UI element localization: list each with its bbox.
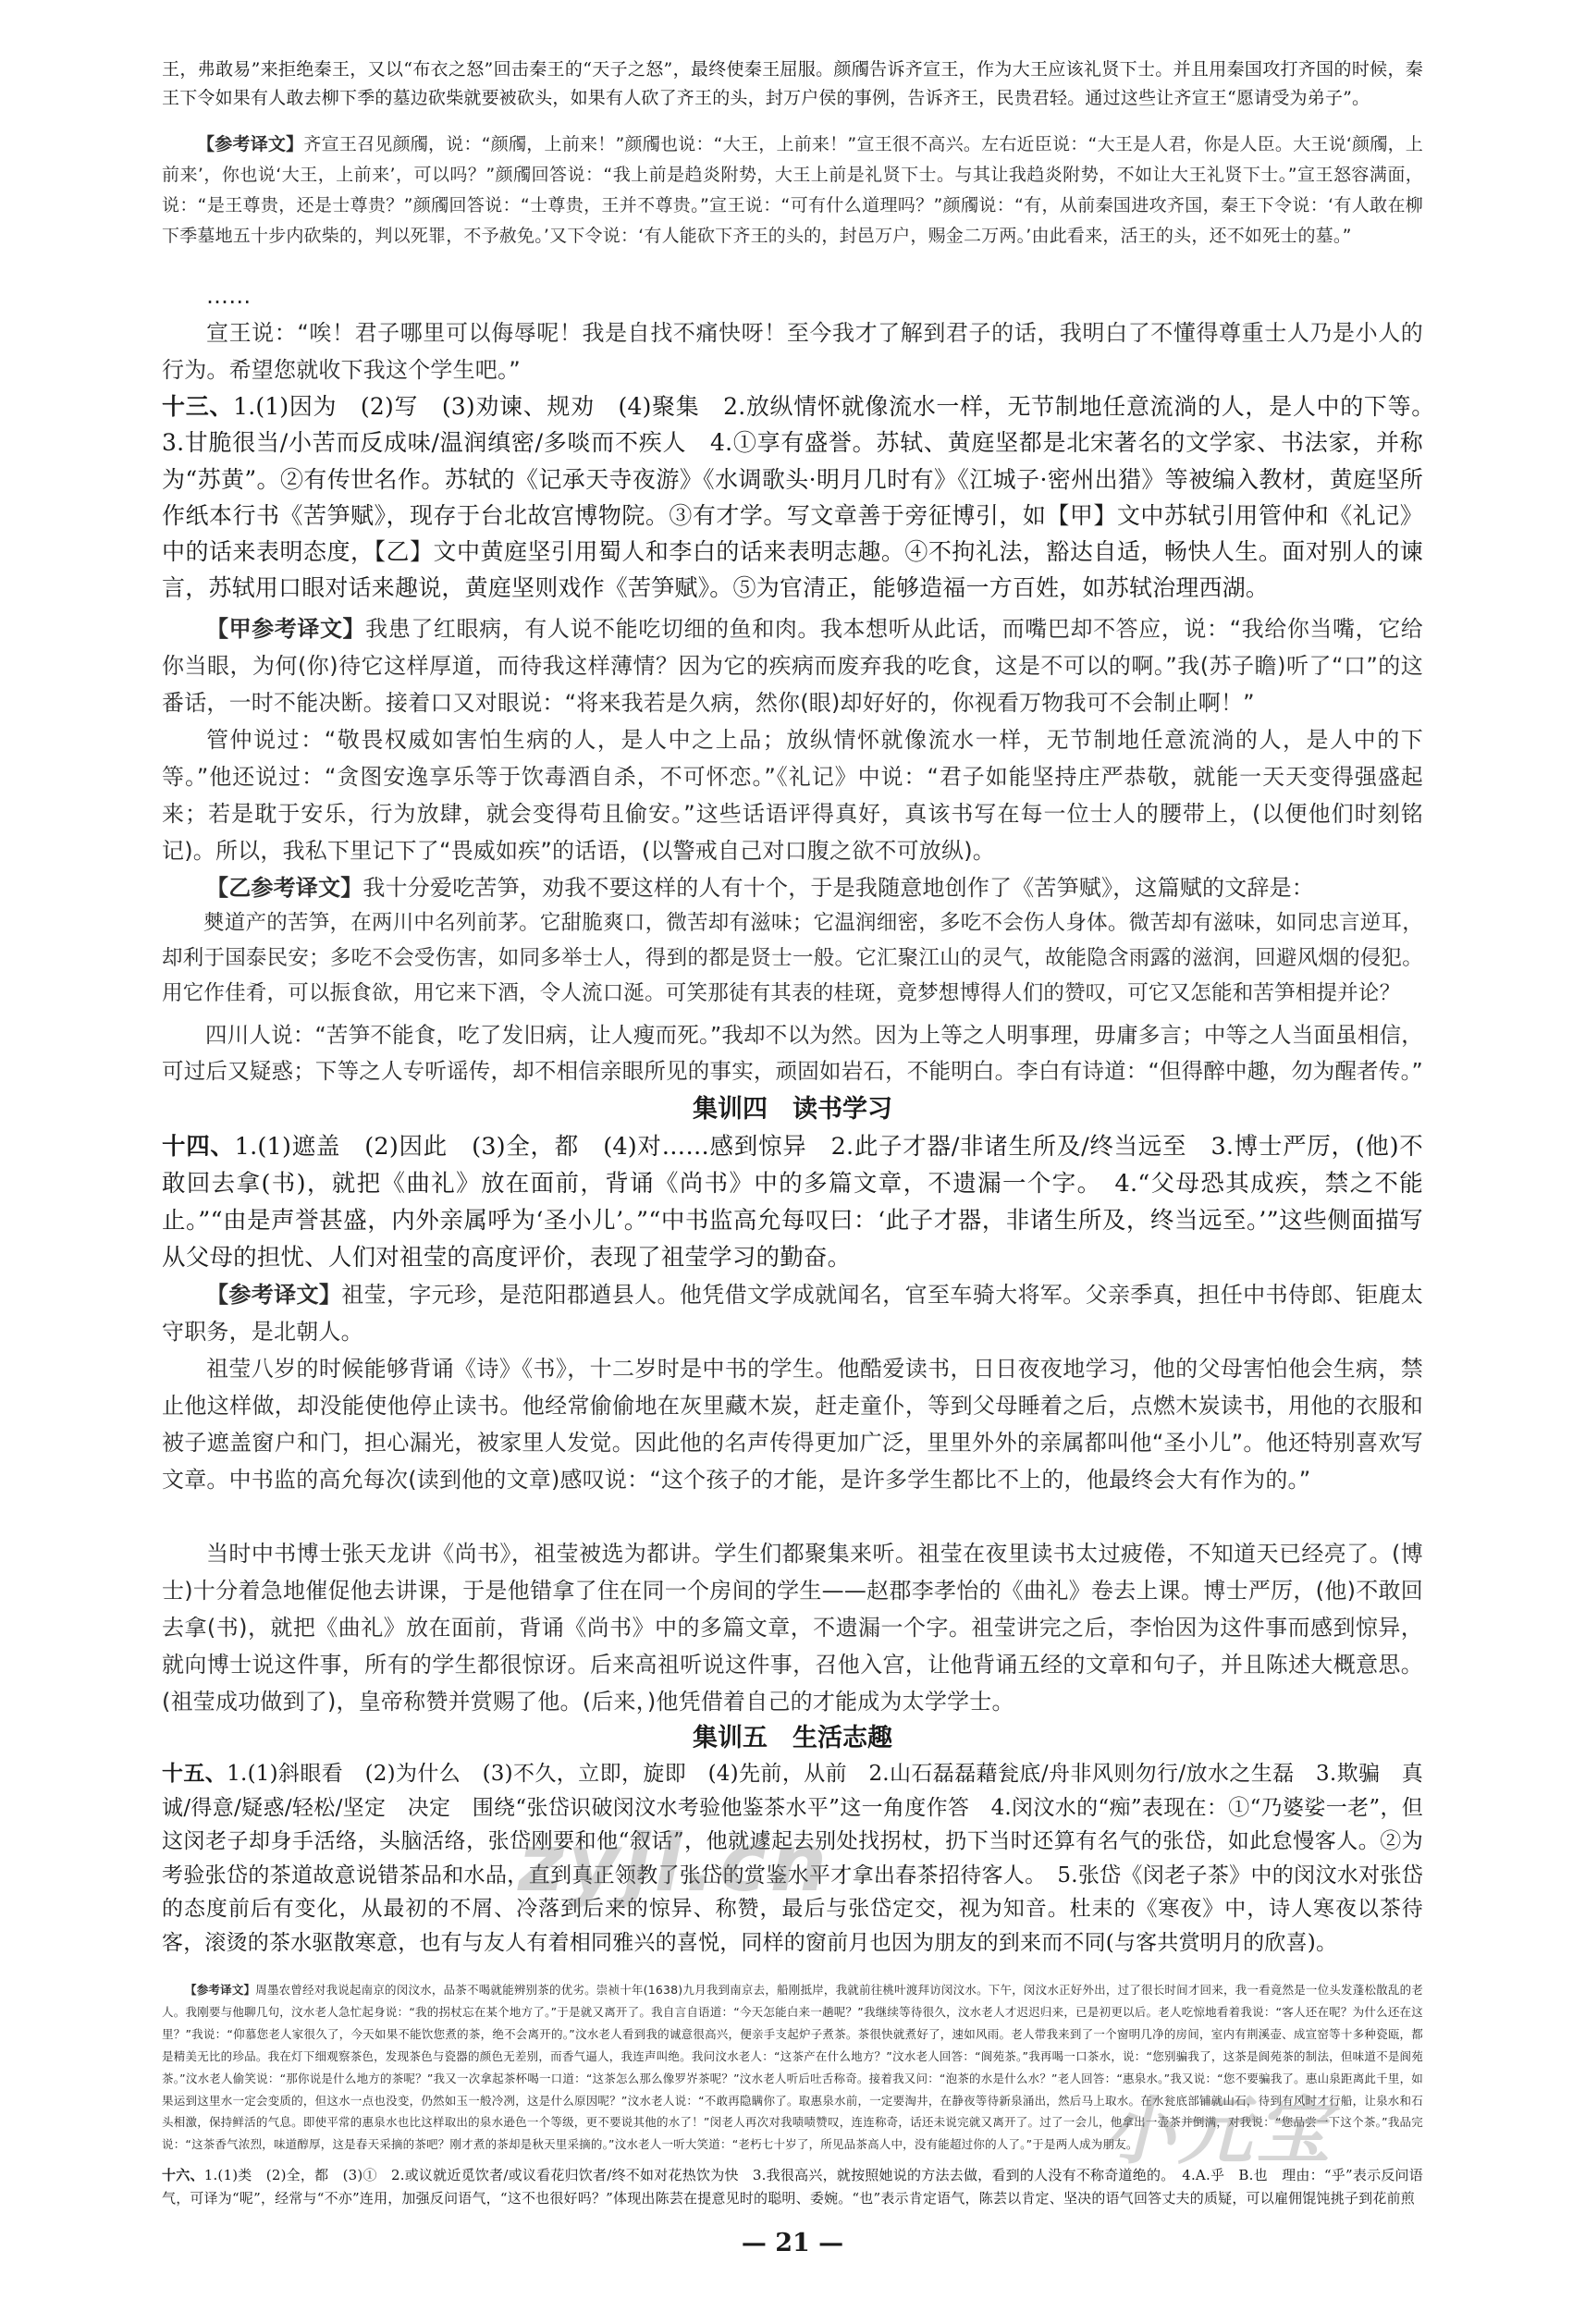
section-heading-4: 集训四 读书学习	[693, 1095, 892, 1124]
page-number: — 21 —	[741, 2229, 844, 2257]
q15-number: 十五、	[162, 1761, 227, 1786]
q16-answers: 十六、1.(1)类 (2)全，都 (3)① 2.或议就近觅饮者/或议看花归饮者/终不如对花热饮为快 3.我很高兴，就按照她说的方法去做，看到的人没有不称奇道绝的。 4.A.乎 B.也 理由：“乎”表示反问语气，可译为“呢”，经常与“不亦”连用，加强反问语气，“这不也很好吗？”体现出陈芸在提意见时的聪明、委婉。“也”表示肯定语气，陈芸以肯定、坚决的语气回答丈夫的质疑，可以雇佣馄饨挑子到花前煎	[162, 2167, 1423, 2207]
q14-answers: 十四、1.(1)遮盖 (2)因此 (3)全，都 (4)对……感到惊异 2.此子才器/非诸生所及/终当远至 3.博士严厉，(他)不敢回去拿(书)，就把《曲礼》放在面前，背诵《尚书》中的多篇文章，不遗漏一个字。 4.“父母恐其成疾，禁之不能止。”“由是声誉甚盛，内外亲属呼为‘圣小儿’。”“中书监高允每叹曰：‘此子才器，非诸生所及，终当远至。’”这些侧面描写从父母的担忧、人们对祖莹的高度评价，表现了祖莹学习的勤奋。	[162, 1133, 1423, 1272]
q13-number: 十三、	[162, 393, 234, 420]
ref15-label: 【参考译文】	[185, 1983, 256, 1997]
ref14-paragraph-1: 【参考译文】祖莹，字元珍，是范阳郡遒县人。他凭借文学成就闻名，官至车骑大将军。父亲季真，担任中书侍郎、钜鹿太守职务，是北朝人。	[162, 1282, 1423, 1345]
ref12-ellipsis: ……	[206, 283, 252, 309]
ref13b-paragraph-3: 四川人说：“苦笋不能食，吃了发旧病，让人瘦而死。”我却不以为然。因为上等之人明事理，毋庸多言；中等之人当面虽相信，可过后又疑惑；下等之人专听谣传，却不相信亲眼所见的事实，顽固如岩石，不能明白。李白有诗道：“但得醉中趣，勿为醒者传。”	[162, 1022, 1423, 1085]
watermark-2: 小元宝	[1100, 2088, 1333, 2174]
section-heading-5: 集训五 生活志趣	[693, 1724, 892, 1752]
ref14-label: 【参考译文】	[206, 1282, 342, 1308]
q16-number: 十六、	[162, 2167, 204, 2183]
ref14-paragraph-3: 当时中书博士张天龙讲《尚书》，祖莹被选为都讲。学生们都聚集来听。祖莹在夜里读书太过疲倦，不知道天已经亮了。(博士)十分着急地催促他去讲课，于是他错拿了住在同一个房间的学生——赵郡李孝怡的《曲礼》卷去上课。博士严厉，(他)不敢回去拿(书)，就把《曲礼》放在面前，背诵《尚书》中的多篇文章，不遗漏一个字。祖莹讲完之后，李怡因为这件事而感到惊异，就向博士说这件事，所有的学生都很惊讶。后来高祖听说这件事，召他入宫，让他背诵五经的文章和句子，并且陈述大概意思。(祖莹成功做到了)，皇帝称赞并赏赐了他。(后来，)他凭借着自己的才能成为太学学士。	[162, 1541, 1423, 1715]
ref12-paragraph-1: 【参考译文】齐宣王召见颜斶，说：“颜斶，上前来！”颜斶也说：“大王，上前来！”宣王很不高兴。左右近臣说：“大王是人君，你是人臣。大王说‘颜斶，上前来’，你也说‘大王，上前来’，可以吗？”颜斶回答说：“我上前是趋炎附势，大王上前是礼贤下士。与其让我趋炎附势，不如让大王礼贤下士。”宣王怒容满面，说：“是王尊贵，还是士尊贵？”颜斶回答说：“士尊贵，王并不尊贵。”宣王说：“可有什么道理吗？”颜斶说：“有，从前秦国进攻齐国，秦王下令说：‘有人敢在柳下季墓地五十步内砍柴的，判以死罪，不予赦免。’又下令说：‘有人能砍下齐王的头的，封邑万户，赐金二万两。’由此看来，活王的头，还不如死士的墓。”	[162, 134, 1423, 246]
top-paragraph: 王，弗敢易”来拒绝秦王，又以“布衣之怒”回击秦王的“天子之怒”，最终使秦王屈服。颜斶告诉齐宣王，作为大王应该礼贤下士。并且用秦国攻打齐国的时候，秦王下令如果有人敢去柳下季的墓边砍柴就要被砍头，如果有人砍了齐王的头，封万户侯的事例，告诉齐王，民贵君轻。通过这些让齐宣王“愿请受为弟子”。	[162, 59, 1423, 108]
ref13a-label: 【甲参考译文】	[206, 616, 366, 642]
ref13b-paragraph-2: 僰道产的苦笋，在两川中名列前茅。它甜脆爽口，微苦却有滋味；它温润细密，多吃不会伤人身体。微苦却有滋味，如同忠言逆耳，却利于国泰民安；多吃不会受伤害，如同多举士人，得到的都是贤士一般。它汇聚江山的灵气，故能隐含雨露的滋润，回避风烟的侵犯。用它作佳肴，可以振食欲，用它来下酒，令人流口涎。可笑那徒有其表的桂斑，竟梦想博得人们的赞叹，可它又怎能和苦笋相提并论？	[162, 911, 1423, 1005]
ref13b-label: 【乙参考译文】	[206, 875, 363, 901]
q13-answers: 十三、1.(1)因为 (2)写 (3)劝谏、规劝 (4)聚集 2.放纵情怀就像流水一样，无节制地任意流淌的人，是人中的下等。 3.甘脆很当/小苦而反成味/温润缜密/多啖而不疾人 4.①享有盛誉。苏轼、黄庭坚都是北宋著名的文学家、书法家，并称为“苏黄”。②有传世名作。苏轼的《记承天寺夜游》《水调歌头·明月几时有》《江城子·密州出猎》等被编入教材，黄庭坚所作纸本行书《苦笋赋》，现存于台北故宫博物院。③有才学。写文章善于旁征博引，如【甲】文中苏轼引用管仲和《礼记》中的话来表明态度，【乙】文中黄庭坚引用蜀人和李白的话来表明志趣。④不拘礼法，豁达自适，畅快人生。面对别人的谏言，苏轼用口眼对话来趣说，黄庭坚则戏作《苦笋赋》。⑤为官清正，能够造福一方百姓，如苏轼治理西湖。	[162, 393, 1447, 602]
ref13b-paragraph-1: 【乙参考译文】我十分爱吃苦笋，劝我不要这样的人有十个，于是我随意地创作了《苦笋赋》，这篇赋的文辞是：	[206, 875, 1315, 901]
ref15-paragraph-1: 【参考译文】周墨农曾经对我说起南京的闵汶水，品茶不喝就能辨别茶的优劣。崇祯十年(1638)九月我到南京去，船刚抵岸，我就前往桃叶渡拜访闵汶水。下午，闵汶水正好外出，过了很长时间才回来，我一看竟然是一位头发蓬松散乱的老人。我刚要与他聊几句，汶水老人急忙起身说：“我的拐杖忘在某个地方了。”于是就又离开了。我自言自语道：“今天怎能白来一趟呢？”我继续等待很久，汶水老人才迟迟归来，已是初更以后。老人吃惊地看着我说：“客人还在呢？为什么还在这里？”我说：“仰慕您老人家很久了，今天如果不能饮您煮的茶，绝不会离开的。”汶水老人看到我的诚意很高兴，便亲手支起炉子煮茶。茶很快就煮好了，速如风雨。老人带我来到了一个窗明几净的房间，室内有荆溪壶、成宣窑等十多种瓷瓯，都是精美无比的珍品。我在灯下细观察茶色，发现茶色与瓷器的颜色无差别，而香气逼人，我连声叫绝。我问汶水老人：“这茶产在什么地方？”汶水老人回答：“阆苑茶。”我再喝一口茶水，说：“您别骗我了，这茶是阆苑茶的制法，但味道不是阆苑茶。”汶水老人偷笑说：“那你说是什么地方的茶呢？”我又一次拿起茶杯喝一口道：“这茶怎么那么像罗岕茶呢？”汶水老人听后吐舌称奇。接着我又问：“泡茶的水是什么水？”老人回答：“惠泉水。”我又说：“您不要骗我了。惠山泉距离此千里，如果运到这里水一定会变质的，但这水一点也没变，仍然如玉一般冷冽，这是什么原因呢？”汶水老人说：“不敢再隐瞒你了。取惠泉水前，一定要淘井，在静夜等待新泉涌出，然后马上取水。在水瓮底部铺就山石，待到有风时才行船，让泉水和石头相激，保持鲜活的气息。即使平常的惠泉水也比这样取出的泉水逊色一个等级，更不要说其他的水了！”闵老人再次对我啧啧赞叹，连连称奇，话还未说完就又离开了。过了一会儿，他拿出一壶茶并倒满，对我说：“您品尝一下这个茶。”我品完说：“这茶香气浓烈，味道醇厚，这是春天采摘的茶吧？刚才煮的茶却是秋天里采摘的。”汶水老人一听大笑道：“老朽七十岁了，所见品茶高人中，没有能超过你的人了。”于是两人成为朋友。	[162, 1983, 1423, 2152]
ref13a-paragraph-2: 管仲说过：“敬畏权威如害怕生病的人，是人中之上品；放纵情怀就像流水一样，无节制地任意流淌的人，是人中的下等。”他还说过：“贪图安逸享乐等于饮毒酒自杀，不可怀恋。”《礼记》中说：“君子如能坚持庄严恭敬，就能一天天变得强盛起来；若是耽于安乐，行为放肆，就会变得苟且偷安。”这些话语评得真好，真该书写在每一位士人的腰带上，(以便他们时刻铭记)。所以，我私下里记下了“畏威如疾”的话语，(以警戒自己对口腹之欲不可放纵)。	[162, 727, 1423, 864]
watermark: zyjl.cn	[518, 1817, 830, 1910]
ref12-paragraph-2: 宣王说：“唉！君子哪里可以侮辱呢！我是自找不痛快呀！至今我才了解到君子的话，我明白了不懂得尊重士人乃是小人的行为。希望您就收下我这个学生吧。”	[162, 320, 1423, 383]
q15-answers: 十五、1.(1)斜眼看 (2)为什么 (3)不久，立即，旋即 (4)先前，从前 2.山石磊磊藉瓮底/舟非风则勿行/放水之生磊 3.欺骗 真诚/得意/疑惑/轻松/坚定 决定 围绕“张岱识破闵汶水考验他鉴茶水平”这一角度作答 4.闵汶水的“痴”表现在：①“乃婆娑一老”，但这闵老子却身手活络，头脑活络，张岱刚要和他“叙话”，他就遽起去别处找拐杖，扔下当时还算有名气的张岱，如此怠慢客人。②为考验张岱的茶道故意说错茶品和水品，直到真正领教了张岱的赏鉴水平才拿出春茶招待客人。 5.张岱《闵老子茶》中的闵汶水对张岱的态度前后有变化，从最初的不屑、冷落到后来的惊异、称赞，最后与张岱定交，视为知音。杜耒的《寒夜》中，诗人寒夜以茶待客，滚烫的茶水驱散寒意，也有与友人有着相同雅兴的喜悦，同样的窗前月也因为朋友的到来而不同(与客共赏明月的欣喜)。	[162, 1761, 1423, 1955]
ref13a-paragraph-1: 【甲参考译文】我患了红眼病，有人说不能吃切细的鱼和肉。我本想听从此话，而嘴巴却不答应，说：“我给你当嘴，它给你当眼，为何(你)待它这样厚道，而待我这样薄情？因为它的疾病而废弃我的吃食，这是不可以的啊。”我(苏子瞻)听了“口”的这番话，一时不能决断。接着口又对眼说：“将来我若是久病，然你(眼)却好好的，你视看万物我可不会制止啊！”	[162, 616, 1423, 716]
ref12-label: 【参考译文】	[197, 134, 304, 154]
q14-number: 十四、	[162, 1133, 235, 1161]
ref14-paragraph-2: 祖莹八岁的时候能够背诵《诗》《书》，十二岁时是中书的学生。他酷爱读书，日日夜夜地学习，他的父母害怕他会生病，禁止他这样做，却没能使他停止读书。他经常偷偷地在灰里藏木炭，赶走童仆，等到父母睡着之后，点燃木炭读书，用他的衣服和被子遮盖窗户和门，担心漏光，被家里人发觉。因此他的名声传得更加广泛，里里外外的亲属都叫他“圣小儿”。他还特别喜欢写文章。中书监的高允每次(读到他的文章)感叹说：“这个孩子的才能，是许多学生都比不上的，他最终会大有作为的。”	[162, 1356, 1423, 1493]
